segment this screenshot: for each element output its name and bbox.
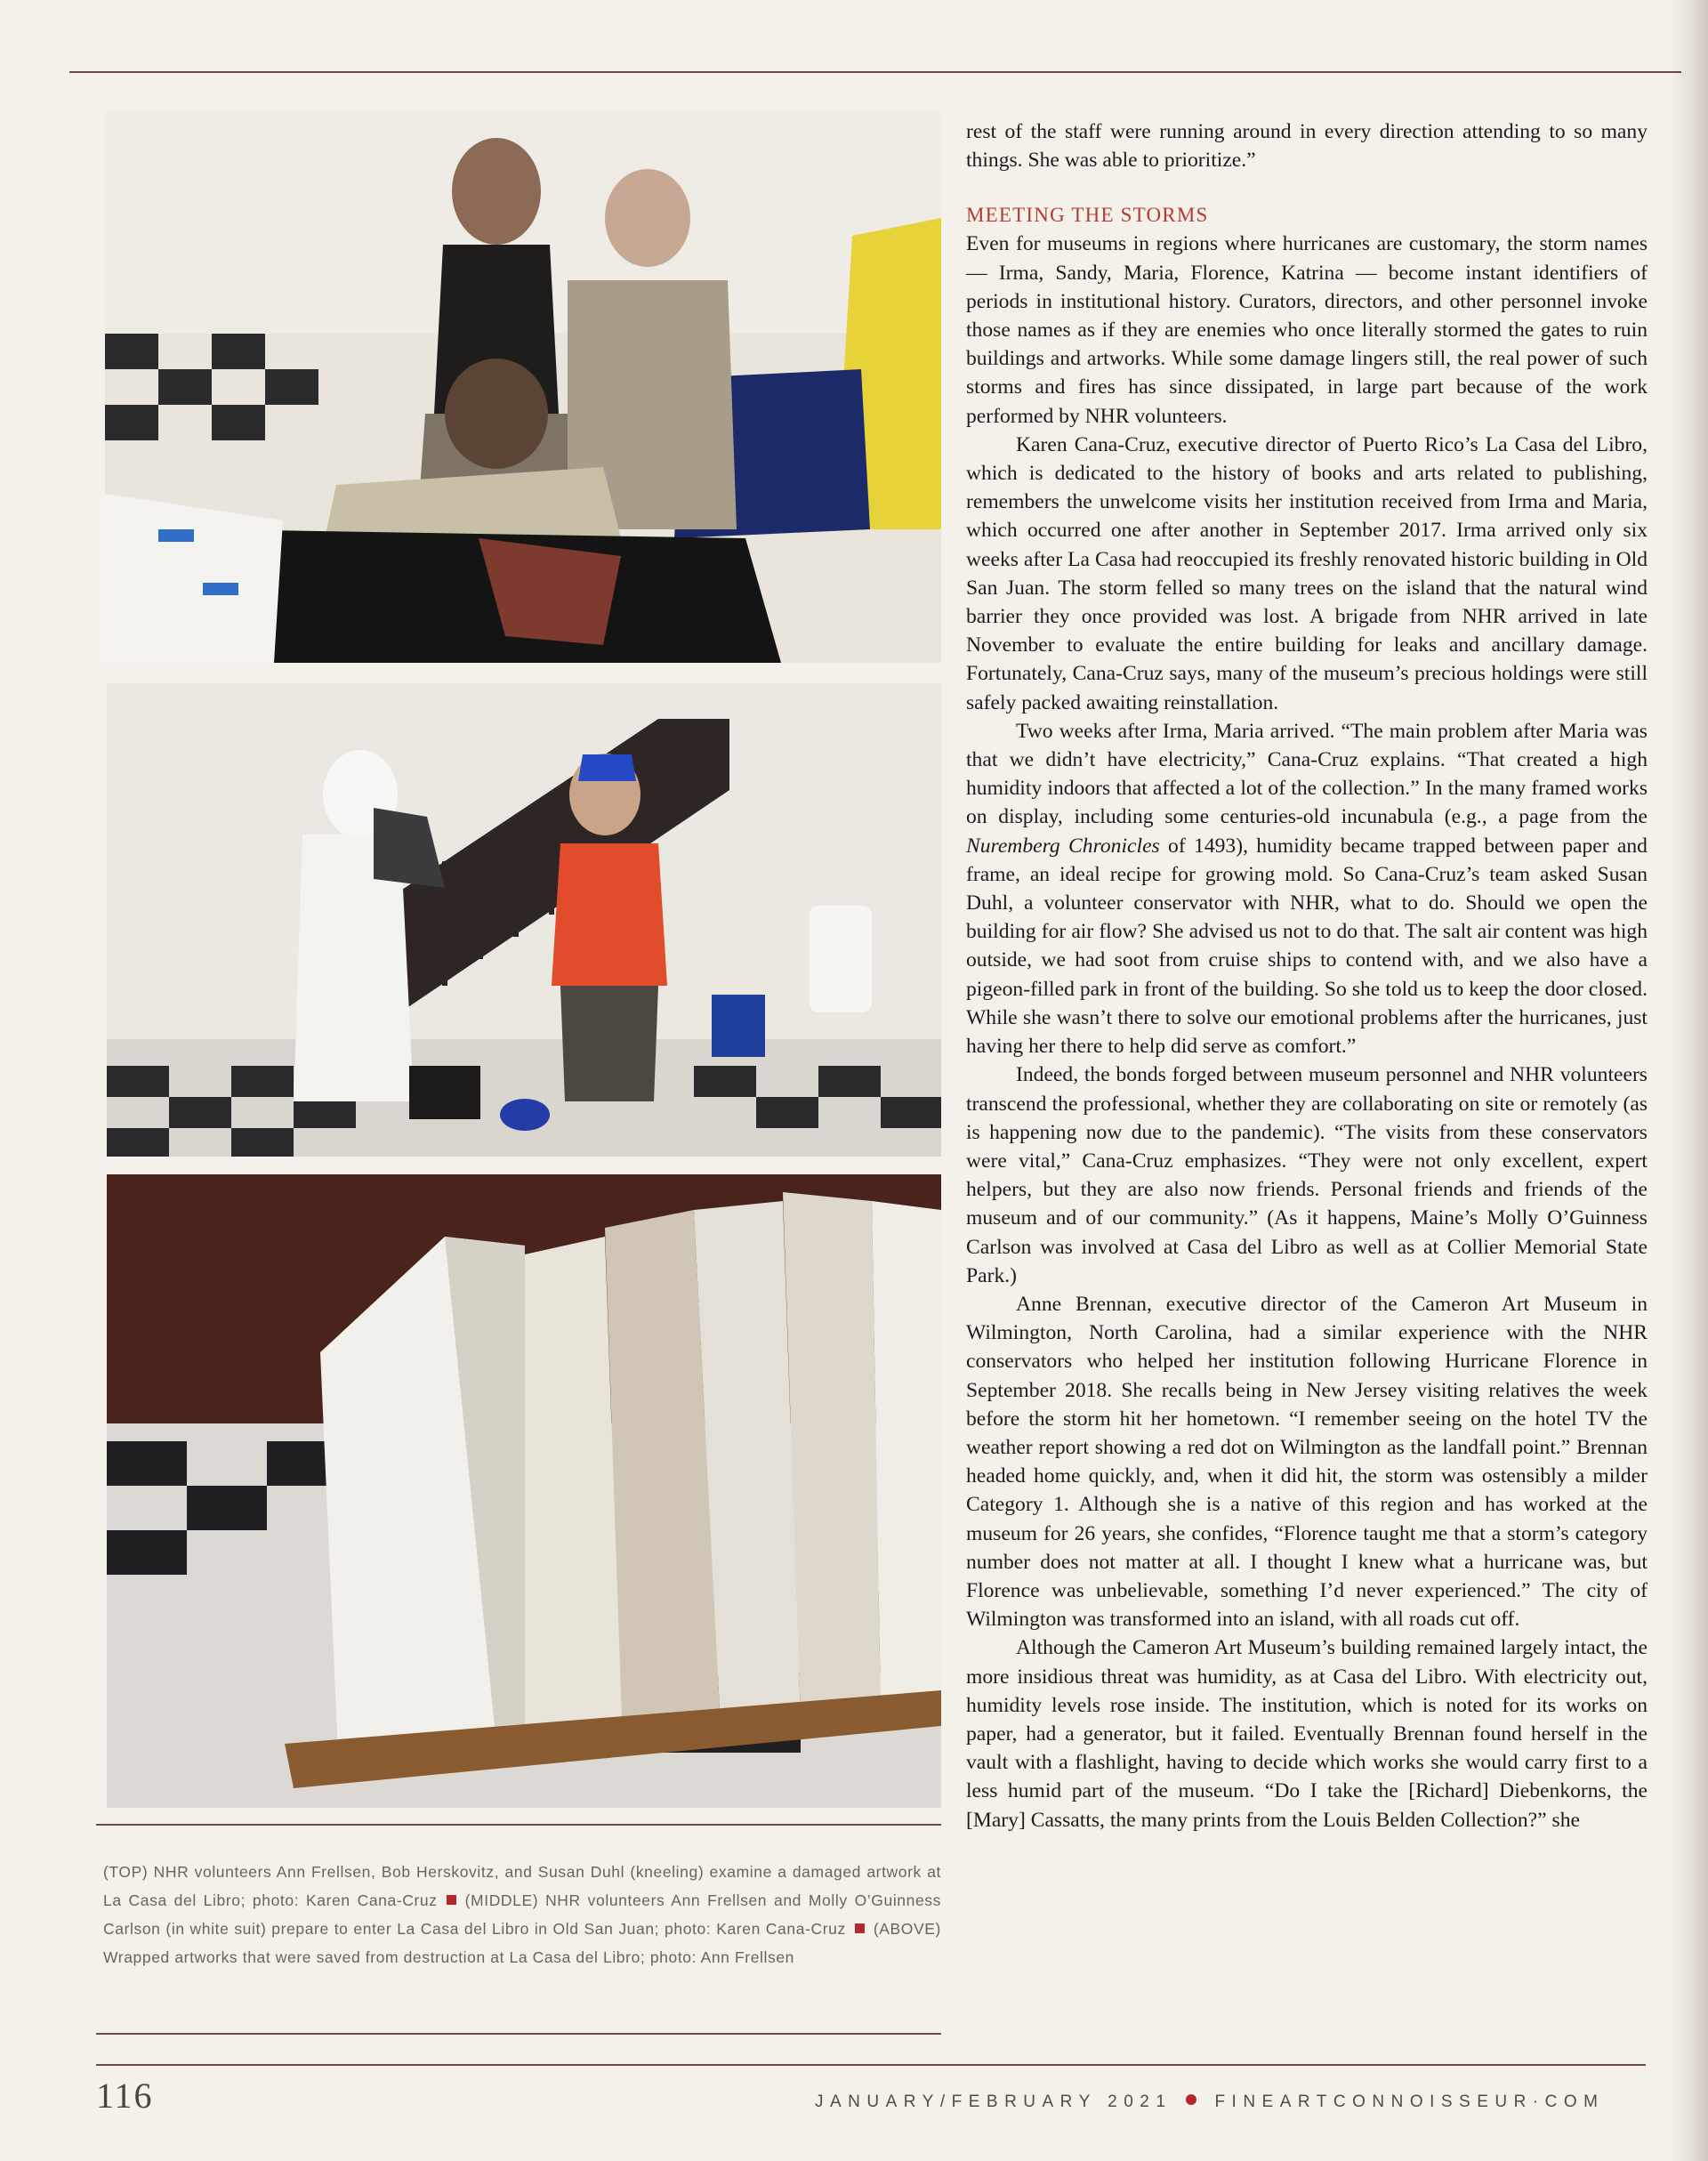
article-paragraph: Anne Brennan, executive director of the Cameron Art Museum in Wilmington, North Carolina, had a similar experience with the NHR conservators who helped her institution following Hurricane Florence in September 2018. She recalls being in New Jersey visiting relatives the week before the storm hit her hometown. “I remember seeing on the hotel TV the weather report showing a red dot on Wilmington as the landfall point.” Brennan headed home quickly, and, when it did hit, the storm was ostensibly a milder Category 1. Although she is a native of this region and has worked at the museum for 26 years, she confides, “Florence taught me that a storm’s category number does not matter at all. I thought I knew what a hurricane was, but Florence was unbelievable, something I’d never experienced.” The city of Wilmington was transformed into an island, with all roads cut off. [966, 1292, 1648, 1632]
article-paragraph: Indeed, the bonds forged between museum personnel and NHR volunteers transcend the professional, whether they are collaborating on site or remotely (as is happening now due to the pandemic). “The visits from these conservators were vital,” Cana-Cruz emphasizes. “They were not only excellent, expert helpers, but they are also now friends. Personal friends and friends of the museum and of our community.” (As it happens, Maine’s Molly O’Guinness Carlson was involved at Casa del Libro as well as at Collier Memorial State Park.) [966, 1063, 1648, 1287]
article-title-italic: Nuremberg Chronicles [966, 834, 1160, 858]
page-edge-shadow [1669, 0, 1708, 2161]
website: FINEARTCONNOISSEUR·COM [1214, 2092, 1605, 2111]
article-column [966, 117, 1648, 1834]
caption-top-rule [96, 1824, 941, 1826]
article-paragraph: Even for museums in regions where hurricanes are customary, the storm names — Irma, Sandy, Maria, Florence, Katrina — become instant identifiers of periods in institutional history. Curators, directors, and other personnel invoke those names as if they are enemies who once literally stormed the gates to ruin buildings and artworks. While some damage lingers still, the real power of such storms and fires has since dissipated, in large part because of the work performed by NHR volunteers. [966, 232, 1648, 428]
caption-above: (ABOVE) Wrapped artworks that were saved from destruction at La Casa del Libro; photo: Ann Frellsen [103, 1920, 941, 1966]
article-paragraph: rest of the staff were running around in every direction attending to so many things. She was able to prioritize.” [966, 120, 1648, 173]
section-heading: MEETING THE STORMS [966, 204, 1209, 227]
photo-caption [103, 1858, 941, 1972]
article-paragraph: Although the Cameron Art Museum’s building remained largely intact, the more insidious threat was humidity, as at Casa del Libro. With electricity out, humidity levels rose inside. The institution, which is noted for its works on paper, had a generator, but it failed. Eventually Brennan found herself in the vault with a flashlight, having to decide which works she would carry first to a less humid part of the museum. “Do I take the [Richard] Diebenkorns, the [Mary] Cassatts, the many prints from the Louis Belden Collection?” she [966, 1636, 1648, 1832]
page-number: 116 [96, 2076, 154, 2116]
caption-top: (TOP) NHR volunteers Ann Frellsen, Bob Herskovitz, and Susan Duhl (kneeling) examine a damaged artwork at La Casa del Libro; photo: Karen Cana-Cruz [103, 1863, 941, 1909]
footer-rule [96, 2064, 1646, 2066]
caption-bottom-rule [96, 2033, 941, 2035]
article-text: Two weeks after Irma, Maria arrived. “The main problem after Maria was that we didn’t have electricity,” Cana-Cruz explains. “That created a high humidity indoors that affected a lot of the collection.” In the many framed works on display, including some centuries-old incunabula (e.g., a page from the [966, 719, 1648, 829]
caption-separator-square-icon [447, 1895, 456, 1905]
photo-volunteers-examining-artwork [105, 111, 941, 663]
caption-separator-square-icon [855, 1923, 865, 1933]
running-footer [815, 2092, 1605, 2112]
issue-date: JANUARY/FEBRUARY 2021 [815, 2092, 1172, 2111]
photo-volunteers-preparing-to-enter [107, 683, 941, 1157]
photo-wrapped-artworks [107, 1174, 941, 1808]
bullet-dot-icon [1186, 2094, 1196, 2105]
article-text: of 1493), humidity became trapped between paper and frame, an ideal recipe for growing mold. So Cana-Cruz’s team asked Susan Duhl, a volunteer conservator with NHR, what to do. Should we open the building for air flow? She advised us not to do that. The salt air content was high outside, we had soot from cruise ships to contend with, and we also have a pigeon-filled park in front of the building. So she told us to keep the door closed. While she wasn’t there to solve our emotional problems after the hurricanes, just having her there to help did serve as comfort.” [966, 834, 1648, 1059]
header-rule [69, 71, 1681, 73]
article-paragraph: Karen Cana-Cruz, executive director of Puerto Rico’s La Casa del Libro, which is dedicated to the history of books and arts related to publishing, remembers the unwelcome visits her institution received from Irma and Maria, which occurred one after another in September 2017. Irma arrived only six weeks after La Casa had reoccupied its freshly renovated historic building in Old San Juan. The storm felled so many trees on the island that the natural wind barrier they once provided was lost. A brigade from NHR arrived in late November to evaluate the entire building for leaks and ancillary damage. Fortunately, Cana-Cruz says, many of the museum’s precious holdings were still safely packed awaiting reinstallation. [966, 432, 1648, 714]
article-paragraph [966, 717, 1648, 1060]
caption-middle: (MIDDLE) NHR volunteers Ann Frellsen and Molly O’Guinness Carlson (in white suit) prepare to enter La Casa del Libro in Old San Juan; photo: Karen Cana-Cruz [103, 1891, 942, 1938]
